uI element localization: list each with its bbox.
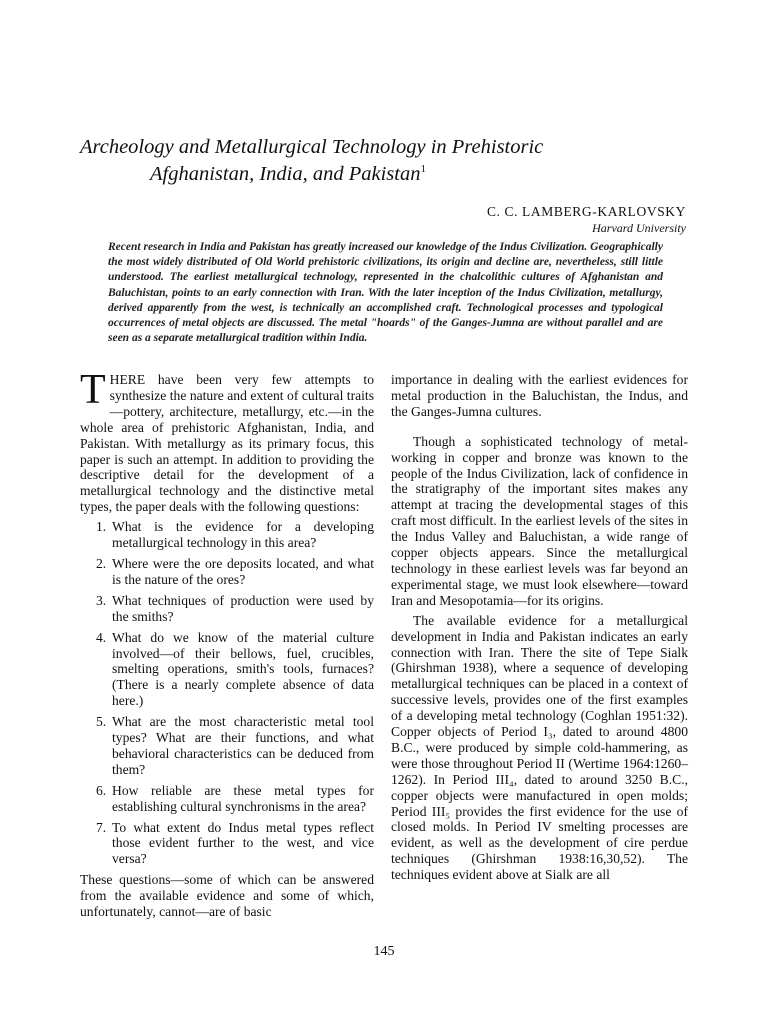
question-item xyxy=(80,630,374,710)
intro-text: HERE have been very few attempts to synthesize the nature and extent of cultural traits—pottery, architecture, metallurgy, etc.—in the whole area of prehistoric Afghanistan, India, and Pakistan. With metallurgy as its primary focus, this paper is such an attempt. In addition to providing the descriptive detail for the development of a metallurgical technology and the distinctive metal types, the paper deals with the following questions: xyxy=(80,372,374,515)
author-affiliation: Harvard University xyxy=(592,221,686,235)
question-number: 5. xyxy=(96,714,107,730)
question-number: 7. xyxy=(96,819,107,835)
question-text: What is the evidence for a developing metallurgical technology in this area? xyxy=(112,519,374,551)
question-item xyxy=(80,519,374,551)
question-item xyxy=(80,556,374,588)
left-column xyxy=(80,367,374,920)
author-name: C. C. LAMBERG-KARLOVSKY xyxy=(486,204,686,219)
question-text: How reliable are these metal types for establishing cultural synchronisms in the area? xyxy=(112,782,374,814)
question-text: What are the most characteristic metal tool types? What are their functions, and what behavioral characteristics can be deduced from them? xyxy=(112,714,374,777)
intro-paragraph xyxy=(80,367,374,515)
paragraph-2: Though a sophisticated technology of metal-working in copper and bronze was known to the people of the Indus Civilization, lack of confidence in the stratigraphy of the important sites makes any attempt at tracing the developmental stages of this craft most difficult. In the earliest levels of the sites in the Indus Valley and Baluchistan, a wide range of copper objects appears. Since the metallurgical technology in these earliest levels was far beyond an experimental stage, we must look elsewhere—toward Iran and Mesopotamia—for its origins. xyxy=(391,433,688,608)
page-number: 145 xyxy=(373,944,395,959)
paragraph-1: importance in dealing with the earliest evidences for metal production in the Baluchistan, the Indus, and the Ganges-Jumna cultures. xyxy=(391,372,688,419)
question-number: 2. xyxy=(96,555,107,571)
drop-cap: T xyxy=(80,367,106,413)
article-title xyxy=(80,134,700,188)
question-number: 6. xyxy=(96,782,107,798)
abstract: Recent research in India and Pakistan has greatly increased our knowledge of the Indus Civilization. Geographically the most widely distributed of Old World prehistoric civilizations, its origin and decline are, nevertheless, still little understood. The earliest metallurgical technology, represented in the chalcolithic cultures of Afghanistan and Baluchistan, points to an early connection with Iran. With the later inception of the Indus Civilization, metallurgy, derived apparently from the west, is technically an accomplished craft. Technological processes and typological occurrences of metal objects are discussed. The metal "hoards" of the Ganges-Jumna are without parallel and are seen as a separate metallurgical tradition within India. xyxy=(108,241,663,345)
question-number: 1. xyxy=(96,519,107,535)
question-number: 4. xyxy=(96,629,107,645)
title-footnote-mark[interactable]: 1 xyxy=(420,163,426,176)
right-column xyxy=(391,372,688,883)
question-text: To what extent do Indus metal types reflect those evident further to the west, and vice versa? xyxy=(112,819,374,867)
question-text: What techniques of production were used by the smiths? xyxy=(112,592,374,624)
title-line-1: Archeology and Metallurgical Technology in Prehistoric xyxy=(80,136,544,158)
question-item xyxy=(80,593,374,625)
title-line-2: Afghanistan, India, and Pakistan xyxy=(150,163,421,185)
paragraph-3: The available evidence for a metallurgical development in India and Pakistan indicates an early connection with Iran. There the site of Tepe Sialk (Ghirshman 1938), where a sequence of developing metallurgical techniques can be placed in a context of successive levels, provides one of the first examples of a developing metal technology (Coghlan 1951:32). Copper objects of Period I₃, dated to around 4800 B.C., were produced by simple cold-hammering, as were those throughout Period II (Wertime 1964:1260–1262). In Period III₄, dated to around 3250 B.C., copper objects were manufactured in open molds; Period III₅ provides the first evidence for the use of closed molds. In Period IV smelting processes are evident, as well as the development of cire perdue techniques (Ghirshman 1938:16,30,52). The techniques evident above at Sialk are all xyxy=(391,612,688,883)
question-text: Where were the ore deposits located, and what is the nature of the ores? xyxy=(112,555,374,587)
question-item xyxy=(80,820,374,868)
question-list xyxy=(80,519,374,867)
question-item xyxy=(80,714,374,778)
question-item xyxy=(80,783,374,815)
question-text: What do we know of the material culture involved—of their bellows, fuel, crucibles, smelting operations, smith's tools, furnaces? (There is a nearly complete absence of data here.) xyxy=(112,629,374,709)
closing-paragraph: These questions—some of which can be answered from the available evidence and some of which, unfortunately, cannot—are of basic xyxy=(80,872,374,920)
question-number: 3. xyxy=(96,592,107,608)
